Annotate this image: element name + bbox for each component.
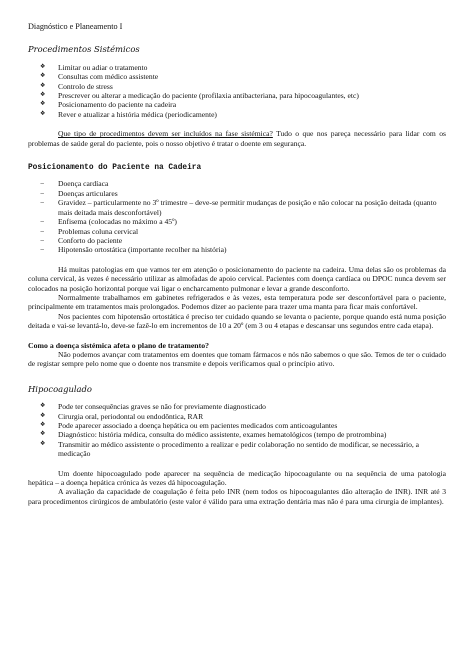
bullet-icon: ❖ xyxy=(40,110,46,117)
list-item: ❖ Limitar ou adiar o tratamento xyxy=(40,62,148,72)
body-paragraph: Um doente hipocoagulado pode aparecer na sequência de medicação hipocoagulante ou na sequência de uma patologia hepática – a doença hepática crónica às vezes dá hipocoagulação. xyxy=(28,468,446,488)
procedimentos-list xyxy=(28,63,446,119)
list-item: ❖ Controlo de stress xyxy=(40,81,113,91)
list-item: ❖ Pode aparecer associado a doença hepática ou em pacientes medicados com anticoagulantes xyxy=(40,421,338,430)
bullet-icon: ❖ xyxy=(40,403,46,410)
list-item: − Conforto do paciente xyxy=(40,235,123,245)
body-paragraph: A avaliação da capacidade de coagulação é feita pelo INR (nem todos os hipocoagulantes dão alteração de INR). INR até 3 para procedimentos cirúrgicos de ambulatório (este valor é válido para uma extração dentária mas não é para uma cirurgia de implantes). xyxy=(28,487,446,506)
dash-icon: − xyxy=(40,188,45,198)
list-item: ❖ Posicionamento do paciente na cadeira xyxy=(40,100,177,110)
list-item: ❖ Pode ter consequências graves se não for previamente diagnosticado xyxy=(40,402,266,412)
question-text: Que tipo de procedimentos devem ser incluídos na fase sistémica? xyxy=(58,129,273,139)
dash-icon: − xyxy=(40,245,45,255)
list-item: ❖ Prescrever ou alterar a medicação do paciente (profilaxia antibacteriana, para hipocoagulantes, etc) xyxy=(40,91,359,101)
body-paragraph: Nos pacientes com hipotensão ortostática é preciso ter cuidado quando se levanta o paciente, porque quando está numa posição deitada e vai-se levantá-lo, deve-se fazê-lo em incrementos de 10 a 20º (em 3 ou 4 etapas e descansar uns segundos entre cada etapa). xyxy=(28,311,446,331)
list-item: ❖ Consultas com médico assistente xyxy=(40,72,159,82)
dash-icon: − xyxy=(40,179,45,189)
bullet-icon: ❖ xyxy=(40,431,46,438)
hipocoagulado-list xyxy=(28,402,446,458)
bullet-icon: ❖ xyxy=(40,92,46,99)
list-item: − Gravidez – particularmente no 3º trimestre – deve-se permitir mudanças de posição e não colocar na posição deitada (quanto mais deitada mais desconfortável) xyxy=(40,198,437,217)
bullet-icon: ❖ xyxy=(40,63,46,70)
section-title-hipocoagulado: Hipocoagulado xyxy=(28,383,92,394)
section-title-posicionamento: Posicionamento do Paciente na Cadeira xyxy=(28,164,202,173)
fase-sistemica-paragraph xyxy=(28,129,446,148)
list-item: − Doenças articulares xyxy=(40,188,118,198)
list-item: − Hipotensão ortostática (importante recolher na história) xyxy=(40,245,227,255)
list-item: − Doença cardíaca xyxy=(40,179,109,189)
bullet-icon: ❖ xyxy=(40,82,46,89)
list-item: ❖ Rever e atualizar a história médica (periodicamente) xyxy=(40,109,217,119)
body-paragraph: Normalmente trabalhamos em gabinetes refrigerados e às vezes, esta temperatura pode ser desconfortável para o paciente, principalmente em tratamentos mais prolongados. Podemos dizer ao paciente para trazer uma manta para ficar mais confortável. xyxy=(28,292,446,312)
bullet-icon: ❖ xyxy=(40,440,46,447)
answer-text: Tudo o que nos pareça necessário para lidar com os problemas de saúde geral do paciente, pois o nosso objetivo é tratar o doente em segurança. xyxy=(28,129,446,148)
dash-icon: − xyxy=(40,226,45,236)
posicionamento-list xyxy=(28,179,446,254)
body-paragraph: Há muitas patologias em que vamos ter em atenção o posicionamento do paciente na cadeira. Uma delas são os problemas da coluna cervical, às vezes é necessário utilizar as almofadas de apoio cervical. Pacientes com doença cardíaca ou DPOC nunca devem ser colocados na posição horizontal porque vai ligar o encharcamento pulmonar e levar a grande desconforto. xyxy=(28,264,446,293)
bullet-icon: ❖ xyxy=(40,412,46,419)
bullet-icon: ❖ xyxy=(40,73,46,80)
bullet-icon: ❖ xyxy=(40,422,46,428)
body-paragraph: Não podemos avançar com tratamentos em doentes que tomam fármacos e nós não sabemos o que são. Temos de ter o cuidado de registar sempre pelo nome que o doente nos transmite e depois verificamos qual o princípio ativo. xyxy=(28,349,446,369)
dash-icon: − xyxy=(40,198,45,208)
bullet-icon: ❖ xyxy=(40,101,46,108)
list-item: ❖ Cirurgia oral, periodontal ou endodôntica, RAR xyxy=(40,411,204,421)
dash-icon: − xyxy=(40,235,45,245)
list-item: ❖ Diagnóstico: história médica, consulta do médico assistente, exames hematológicos (tempo de protrombina) xyxy=(40,430,387,440)
section-title-procedimentos: Procedimentos Sistémicos xyxy=(28,44,140,55)
dash-icon: − xyxy=(40,217,45,227)
list-item: − Problemas coluna cervical xyxy=(40,226,139,236)
list-item: − Enfisema (colocadas no máximo a 45º) xyxy=(40,217,177,227)
page-header: Diagnóstico e Planeamento I xyxy=(28,22,123,31)
section-title-doenca-sistemica: Como a doença sistémica afeta o plano de tratamento? xyxy=(28,340,210,350)
list-item: ❖ Transmitir ao médico assistente o procedimento a realizar e pedir colaboração no sentido de modificar, se necessário, a medicação xyxy=(40,439,420,459)
